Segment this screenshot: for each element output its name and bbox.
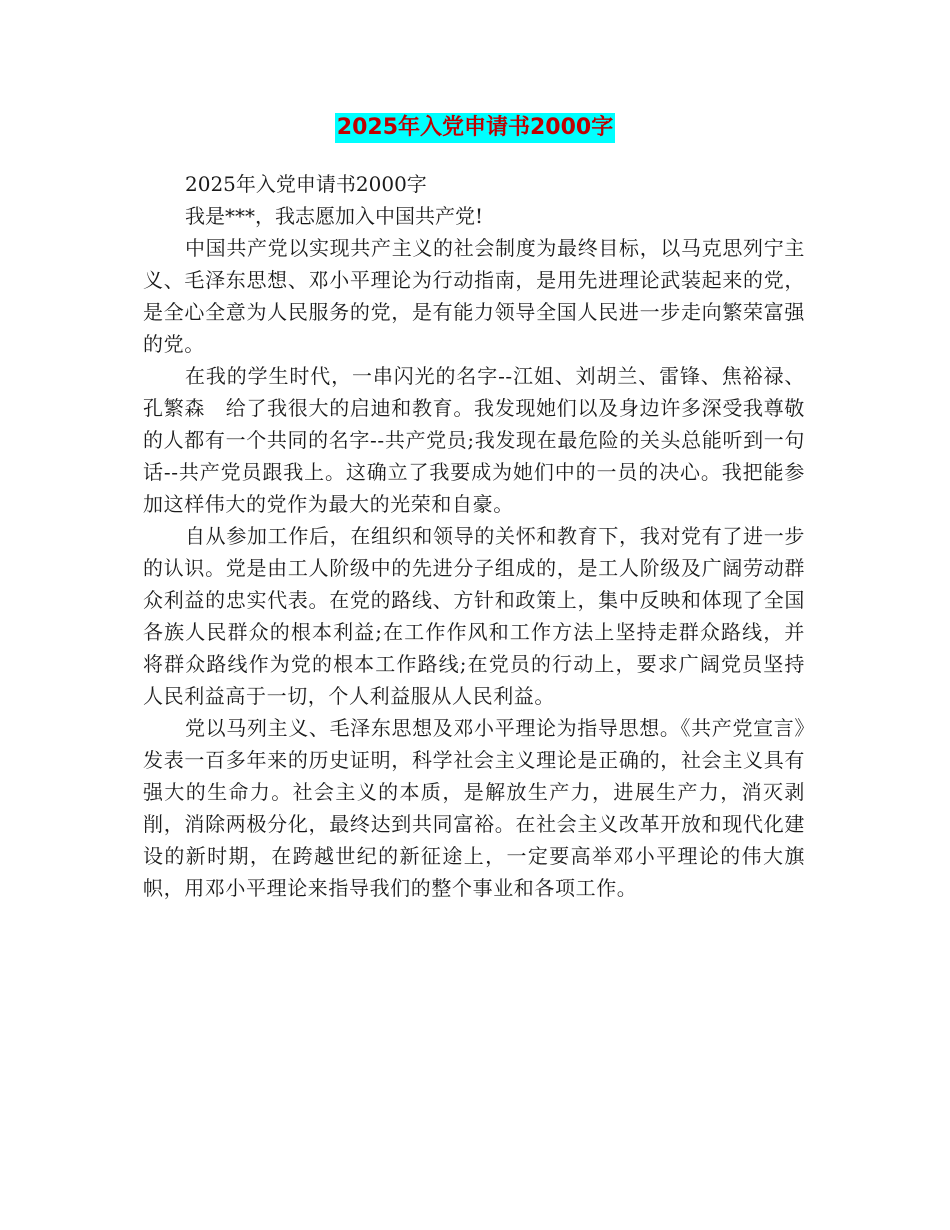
title-wrapper (0, 113, 950, 143)
paragraph-student-days: 在我的学生时代，一串闪光的名字--江姐、刘胡兰、雷锋、焦裕禄、孔繁森 给了我很大的启迪和教育。我发现她们以及身边许多深受我尊敬的人都有一个共同的名字--共产党员;我发现在最危险的关头总能听到一句话--共产党员跟我上。这确立了我要成为她们中的一员的决心。我把能参加这样伟大的党作为最大的光荣和自豪。 (143, 364, 805, 516)
document-title: 2025年入党申请书2000字 (335, 113, 615, 143)
document-body (143, 168, 805, 904)
paragraph-declaration: 我是***，我志愿加入中国共产党! (185, 204, 484, 228)
paragraph-guiding-thought: 党以马列主义、毛泽东思想及邓小平理论为指导思想。《共产党宣言》发表一百多年来的历史证明，科学社会主义理论是正确的，社会主义具有强大的生命力。社会主义的本质，是解放生产力，进展生产力，消灭剥削，消除两极分化，最终达到共同富裕。在社会主义改革开放和现代化建设的新时期，在跨越世纪的新征途上，一定要高举邓小平理论的伟大旗帜，用邓小平理论来指导我们的整个事业和各项工作。 (143, 716, 805, 900)
paragraph-party-goal: 中国共产党以实现共产主义的社会制度为最终目标，以马克思列宁主义、毛泽东思想、邓小平理论为行动指南，是用先进理论武装起来的党，是全心全意为人民服务的党，是有能力领导全国人民进一步走向繁荣富强的党。 (143, 236, 805, 356)
paragraph-after-work: 自从参加工作后，在组织和领导的关怀和教育下，我对党有了进一步的认识。党是由工人阶级中的先进分子组成的，是工人阶级及广阔劳动群众利益的忠实代表。在党的路线、方针和政策上，集中反映和体现了全国各族人民群众的根本利益;在工作作风和工作方法上坚持走群众路线，并将群众路线作为党的根本工作路线;在党员的行动上，要求广阔党员坚持人民利益高于一切，个人利益服从人民利益。 (143, 524, 805, 708)
paragraph-subtitle: 2025年入党申请书2000字 (185, 172, 427, 196)
